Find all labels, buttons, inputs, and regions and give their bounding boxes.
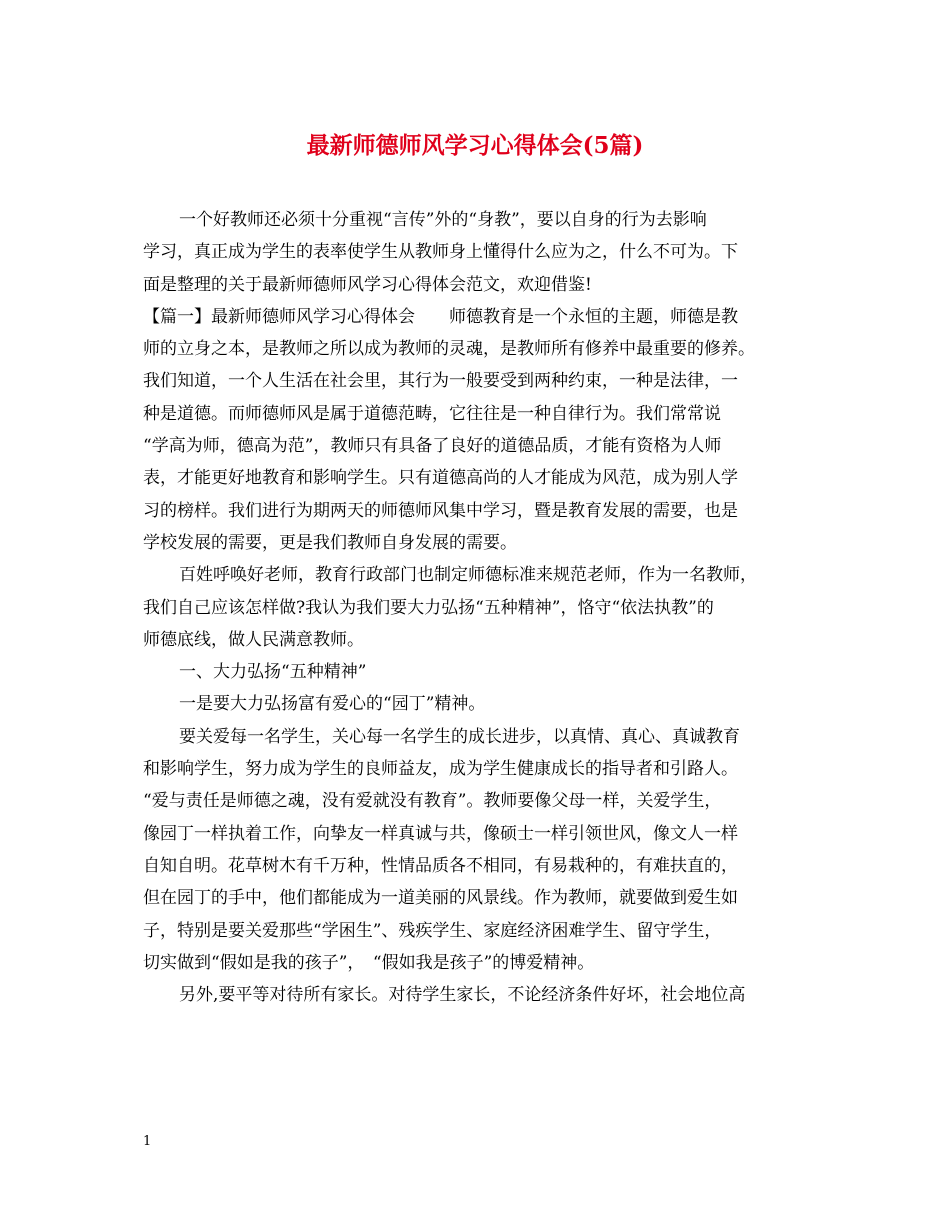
text-line: 习的榜样。我们进行为期两天的师德师风集中学习，暨是教育发展的需要，也是 [143, 500, 738, 521]
text-line: 但在园丁的手中，他们都能成为一道美丽的风景线。作为教师，就要做到爱生如 [143, 888, 738, 909]
text-line: 面是整理的关于最新师德师风学习心得体会范文，欢迎借鉴! [143, 274, 592, 295]
text-line: 要关爱每一名学生，关心每一名学生的成长进步，以真情、真心、真诚教育 [179, 726, 740, 747]
document-body [143, 204, 811, 1011]
text-line: 子，特别是要关爱那些“学困生”、残疾学生、家庭经济困难学生、留守学生， [143, 920, 722, 941]
text-line: 我们知道，一个人生活在社会里，其行为一般要受到两种约束，一种是法律，一 [143, 371, 738, 392]
text-line: 一、大力弘扬“五种精神” [179, 662, 367, 683]
text-line: 切实做到“假如是我的孩子”， “假如我是孩子”的博爱精神。 [143, 952, 595, 973]
page-title: 最新师德师风学习心得体会(5篇) [306, 132, 644, 159]
text-line: 师德底线，做人民满意教师。 [143, 629, 364, 650]
text-line: 自知自明。花草树木有千万种，性情品质各不相同，有易栽种的，有难扶直的， [143, 855, 738, 876]
text-line: 另外,要平等对待所有家长。对待学生家长，不论经济条件好坏，社会地位高 [179, 985, 746, 1006]
page-number: 1 [143, 1134, 152, 1149]
text-line: 【篇一】最新师德师风学习心得体会 师德教育是一个永恒的主题，师德是教 [143, 306, 738, 327]
text-line: 和影响学生，努力成为学生的良师益友，成为学生健康成长的指导者和引路人。 [143, 759, 738, 780]
text-line: 我们自己应该怎样做?我认为我们要大力弘扬“五种精神”，恪守“依法执教”的 [143, 597, 714, 618]
text-line: 师的立身之本，是教师之所以成为教师的灵魂，是教师所有修养中最重要的修养。 [143, 339, 755, 360]
text-line: 一个好教师还必须十分重视“言传”外的“身教”，要以自身的行为去影响 [179, 210, 707, 230]
text-line: 一是要大力弘扬富有爱心的“园丁”精神。 [179, 694, 486, 715]
text-line: 学校发展的需要，更是我们教师自身发展的需要。 [143, 532, 517, 553]
text-line: 表，才能更好地教育和影响学生。只有道德高尚的人才能成为风范，成为别人学 [143, 468, 738, 489]
text-line: “爱与责任是师德之魂，没有爱就没有教育”。教师要像父母一样，关爱学生， [143, 791, 722, 812]
text-line: “学高为师，德高为范”，教师只有具备了良好的道德品质，才能有资格为人师 [143, 436, 722, 457]
text-line: 种是道德。而师德师风是属于道德范畴，它往往是一种自律行为。我们常常说 [143, 403, 721, 424]
text-line: 学习，真正成为学生的表率使学生从教师身上懂得什么应为之，什么不可为。下 [143, 242, 738, 263]
text-line: 百姓呼唤好老师，教育行政部门也制定师德标准来规范老师，作为一名教师， [179, 565, 757, 586]
text-line: 像园丁一样执着工作，向挚友一样真诚与共，像硕士一样引领世风，像文人一样 [143, 823, 738, 844]
